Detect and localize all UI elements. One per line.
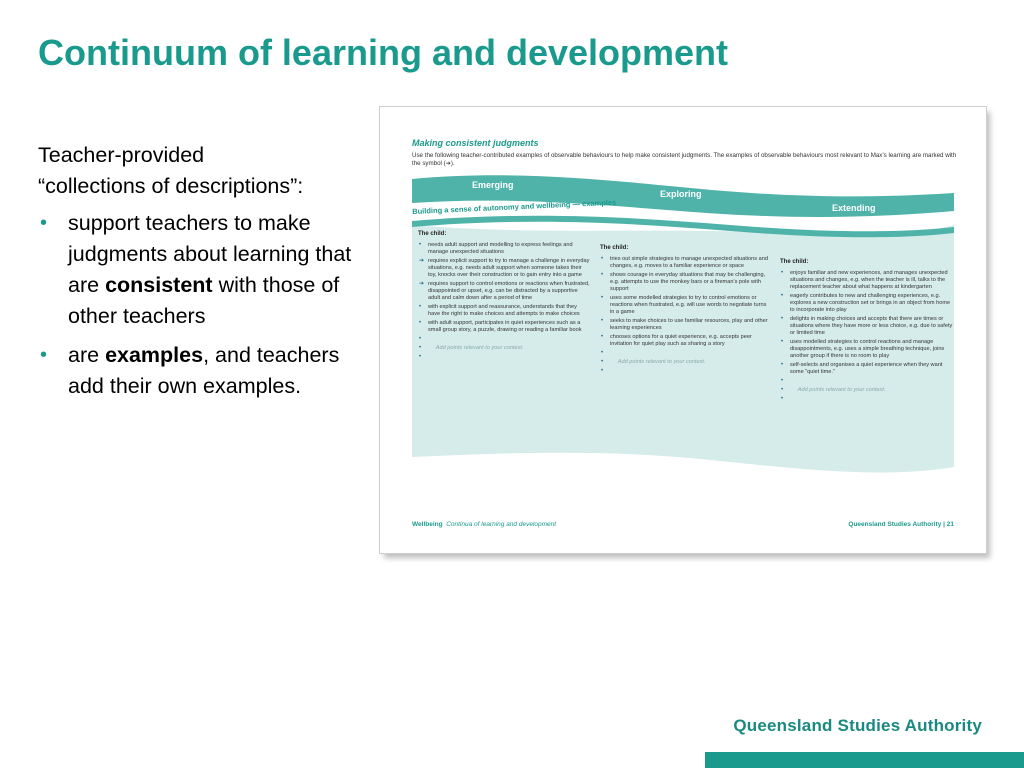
brand-logo-text: Queensland Studies Authority	[733, 716, 982, 735]
column-extending	[780, 259, 956, 405]
document-footer-left	[412, 521, 556, 528]
document-intro: Use the following teacher-contributed examples of observable behaviours to help make consistent judgments. The examples of observable behaviours most relevant to Max’s learning are marked with the symbol (➔).	[412, 152, 957, 167]
bullet-icon: •	[781, 339, 784, 345]
list-item-text: requires explicit support to try to manage a challenge in everyday situations, e.g. needs adult support when someone takes their toy, knocks over their construction or to gain entry into a game	[428, 258, 590, 278]
bullet-item	[38, 340, 368, 402]
bullet-icon: •	[419, 320, 422, 326]
list-item	[600, 272, 772, 293]
list-item	[780, 362, 956, 376]
list-item-text: tries out simple strategies to manage unexpected situations and changes, e.g. moves to a familiar experience or space	[610, 256, 768, 269]
bullet-text-post: with those of other teachers	[68, 273, 340, 328]
column-head: The child:	[600, 245, 629, 251]
list-item-text: chooses options for a quiet experience, e.g. accepts peer invitation for quiet play such as sharing a story	[610, 334, 752, 347]
bullet-icon: •	[40, 212, 48, 234]
intro-line-2: “collections of descriptions”:	[38, 174, 304, 198]
intro-text	[38, 140, 368, 202]
footer-doc-title: Continua of learning and development	[446, 521, 557, 528]
empty-list-item	[600, 368, 772, 375]
bullet-icon: •	[419, 336, 422, 342]
list-item	[418, 242, 590, 256]
list-item	[780, 293, 956, 314]
bullet-icon: •	[781, 378, 784, 384]
footer-accent-bar	[705, 752, 1024, 768]
bullet-icon: •	[601, 334, 604, 340]
column-head: The child:	[418, 231, 447, 237]
bullet-icon: •	[601, 256, 604, 262]
bullet-icon: •	[781, 270, 784, 276]
list-item-text: uses modelled strategies to control reactions and manage disappointments, e.g. uses a simple breathing technique, joins another group if there is no room to play	[790, 339, 945, 359]
list-item	[600, 318, 772, 332]
list-item	[600, 295, 772, 316]
bullet-icon: •	[40, 344, 48, 366]
bullet-icon: •	[419, 242, 422, 248]
level-emerging: Emerging	[472, 180, 514, 190]
document-heading: Making consistent judgments	[412, 138, 539, 148]
list-item-text: with explicit support and reassurance, understands that they have the right to make choices and attempts to make choices	[428, 304, 580, 317]
placeholder-item	[780, 387, 956, 394]
bullet-text-pre: support teachers to make judgments about learning that are	[68, 211, 352, 297]
bullet-icon: •	[601, 359, 604, 365]
bullet-item	[38, 208, 368, 332]
bullet-icon: •	[781, 293, 784, 299]
empty-list-item	[418, 336, 590, 343]
list-item-text: eagerly contributes to new and challenging experiences, e.g. explores a new construction set or brings in an object from home to incorporate into play	[790, 293, 951, 313]
intro-line-1: Teacher-provided	[38, 143, 205, 167]
bullet-icon: •	[601, 272, 604, 278]
placeholder-item	[600, 359, 772, 366]
list-item-text: needs adult support and modelling to express feelings and manage unexpected situations	[428, 242, 573, 255]
bullet-icon: •	[419, 304, 422, 310]
list-item	[600, 334, 772, 348]
list-item	[600, 256, 772, 270]
list-item	[418, 304, 590, 318]
section-title: Building a sense of autonomy and wellbeing — examples	[412, 197, 617, 216]
placeholder-text: Add points relevant to your context.	[435, 345, 524, 351]
document-footer-right: Queensland Studies Authority | 21	[848, 521, 954, 528]
bullet-icon: •	[601, 350, 604, 356]
list-item-text: shows courage in everyday situations that may be challenging, e.g. attempts to use the monkey bars or a fireman’s pole with support	[610, 272, 766, 292]
bullet-icon: •	[781, 396, 784, 402]
list-item-text: seeks to make choices to use familiar resources, play and other learning experiences	[610, 318, 768, 331]
list-item	[780, 270, 956, 291]
list-item	[780, 339, 956, 360]
bullet-list	[38, 208, 368, 402]
list-item	[418, 281, 590, 302]
empty-list-item	[780, 396, 956, 403]
column-emerging	[418, 231, 590, 363]
bullet-text-post: , and teachers add their own examples.	[68, 343, 340, 398]
footer-section: Wellbeing	[412, 521, 443, 528]
bullet-icon: •	[781, 316, 784, 322]
document-thumbnail	[379, 106, 987, 554]
list-item-text: delights in making choices and accepts that there are times or situations where they have more or less choice, e.g. due to safety or limited time	[790, 316, 953, 336]
list-item-text: with adult support, participates in quiet experiences such as a small group story, a puzzle, drawing or reading a familiar book	[428, 320, 582, 333]
slide-title: Continuum of learning and development	[38, 32, 729, 73]
column-exploring	[600, 245, 772, 377]
empty-list-item	[600, 350, 772, 357]
list-item-text: requires support to control emotions or reactions when frustrated, disappointed or upset, e.g. can be distracted by a supportive adult and calm down after a period of time	[428, 281, 590, 301]
bullet-text-pre: are	[68, 343, 106, 367]
empty-list-item	[780, 378, 956, 385]
bullet-text-bold: consistent	[105, 273, 213, 297]
list-item	[418, 320, 590, 334]
bullet-icon: •	[601, 295, 604, 301]
list-item-text: enjoys familiar and new experiences, and manages unexpected situations and changes, e.g. when the teacher is ill, talks to the replacement teacher about what happens at kindergarten	[790, 270, 948, 290]
slide-body	[38, 140, 368, 410]
list-item	[780, 316, 956, 337]
placeholder-item	[418, 345, 590, 352]
column-head: The child:	[780, 259, 809, 265]
level-extending: Extending	[832, 203, 876, 213]
bullet-icon: •	[419, 354, 422, 360]
placeholder-text: Add points relevant to your context.	[617, 359, 706, 365]
placeholder-text: Add points relevant to your context.	[797, 387, 886, 393]
bullet-text-bold: examples	[105, 343, 204, 367]
bullet-icon: •	[781, 362, 784, 368]
bullet-icon: •	[601, 318, 604, 324]
bullet-icon: •	[601, 368, 604, 374]
arrow-icon: ➔	[419, 258, 425, 264]
list-item-text: uses some modelled strategies to try to control emotions or reactions when frustrated, e.g. will use words to negotiate turns in a game	[610, 295, 767, 315]
bullet-icon: •	[781, 387, 784, 393]
level-exploring: Exploring	[660, 189, 702, 199]
bullet-icon: •	[419, 345, 422, 351]
empty-list-item	[418, 354, 590, 361]
list-item	[418, 258, 590, 279]
list-item-text: self-selects and organises a quiet experience when they want some “quiet time.”	[790, 362, 943, 375]
arrow-icon: ➔	[419, 281, 425, 287]
